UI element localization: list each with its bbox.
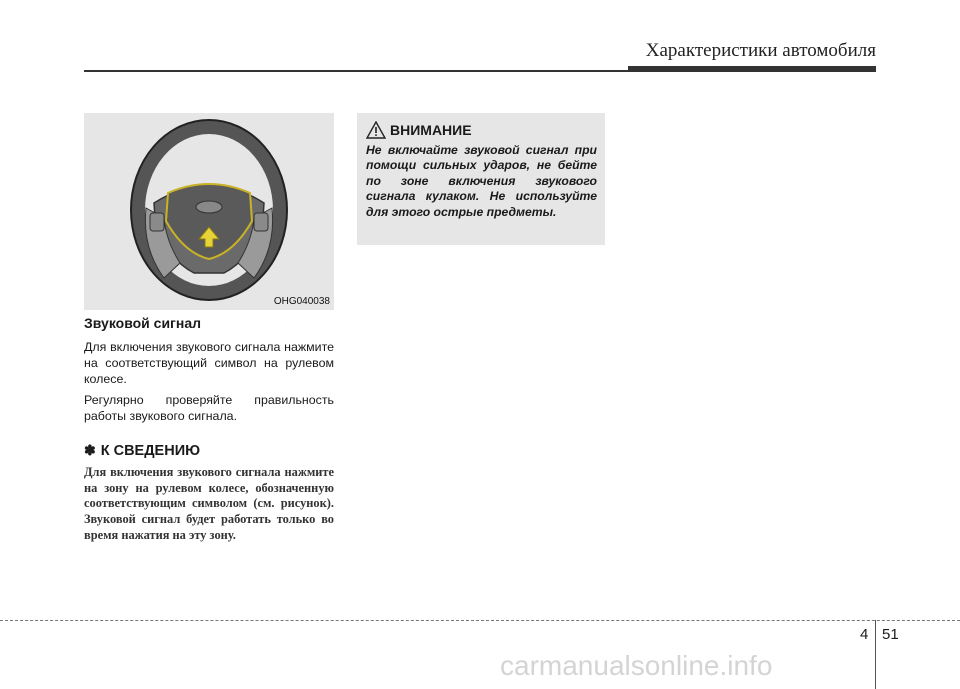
info-title: К СВЕДЕНИЮ xyxy=(100,442,201,459)
info-heading xyxy=(84,442,334,459)
horn-section xyxy=(84,315,334,544)
info-text: Для включения звукового сигнала нажмите на зону на рулевом колесе, обозначенную соответствующим символом (см. рисунок). Звуковой сигнал будет работать только во время нажатия на эту зону. xyxy=(84,465,334,542)
warning-heading xyxy=(366,121,597,139)
footer-divider xyxy=(0,620,960,621)
page-header-title: Характеристики автомобиля xyxy=(645,40,876,61)
chapter-number: 4 xyxy=(860,626,869,643)
warning-triangle-icon xyxy=(366,121,386,139)
page-number-separator xyxy=(875,620,876,689)
warning-box xyxy=(357,113,605,245)
warning-title: ВНИМАНИЕ xyxy=(390,122,472,138)
header-rule xyxy=(84,70,628,72)
paragraph: Регулярно проверяйте правильность работы звукового сигнала. xyxy=(84,393,334,423)
figure-code: OHG040038 xyxy=(273,296,330,307)
warning-text: Не включайте звуковой сигнал при помощи сильных ударов, не бейте по зоне включения звукового сигнала кулаком. Не используйте для этого острые предметы. xyxy=(366,143,597,219)
header-rule-accent xyxy=(628,66,876,72)
steering-wheel-illustration xyxy=(84,113,334,310)
steering-wheel-figure xyxy=(84,113,334,310)
watermark: carmanualsonline.info xyxy=(500,650,773,681)
asterisk-icon: ✽ xyxy=(84,442,96,458)
paragraph: Для включения звукового сигнала нажмите на соответствующий символ на рулевом колесе. xyxy=(84,340,334,386)
section-title: Звуковой сигнал xyxy=(84,315,202,331)
page-number: 51 xyxy=(882,626,899,643)
